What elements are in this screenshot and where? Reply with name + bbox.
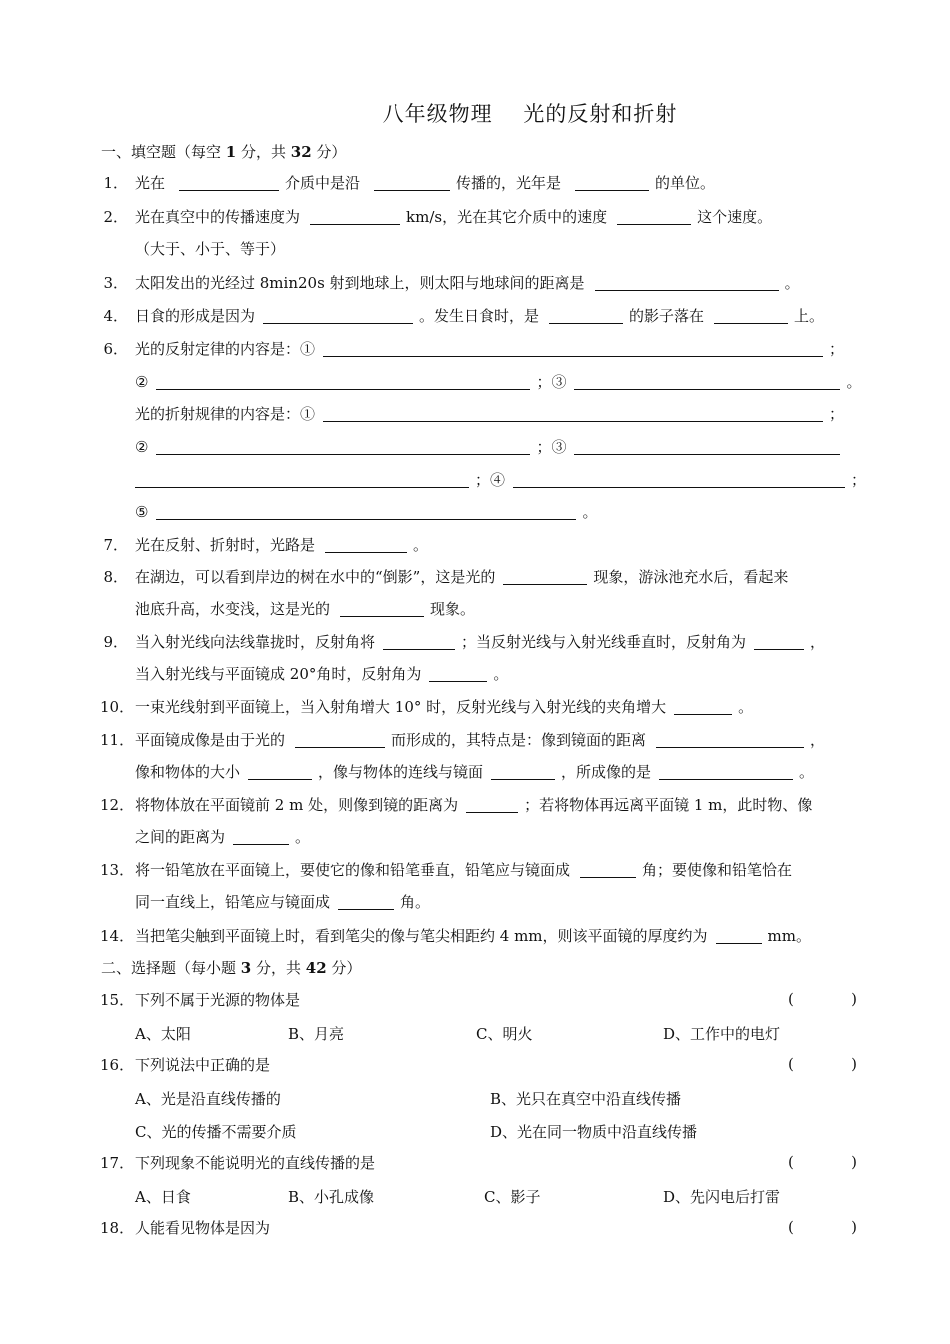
question-16-stem: 下列说法中正确的是 — [135, 1056, 271, 1074]
question-number: 16． — [100, 1056, 135, 1074]
question-number: 9． — [103, 633, 128, 651]
question-6-refraction: 光的折射规律的内容是：① ； — [135, 405, 845, 423]
answer-blank[interactable] — [549, 308, 623, 324]
answer-blank[interactable] — [156, 504, 576, 520]
answer-parentheses[interactable]: ( ) — [788, 1153, 857, 1171]
answer-blank[interactable] — [325, 537, 407, 553]
answer-blank[interactable] — [248, 764, 312, 780]
option-a[interactable]: A、日食 — [135, 1188, 191, 1206]
option-d[interactable]: D、光在同一物质中沿直线传播 — [490, 1123, 698, 1141]
answer-blank[interactable] — [263, 308, 413, 324]
answer-blank[interactable] — [135, 472, 469, 488]
answer-blank[interactable] — [338, 894, 394, 910]
question-4: 日食的形成是因为 。发生日食时，是 的影子落在 上。 — [135, 307, 825, 325]
answer-blank[interactable] — [617, 209, 691, 225]
question-number: 4． — [103, 307, 128, 325]
question-number: 13． — [100, 861, 135, 879]
answer-blank[interactable] — [754, 634, 804, 650]
answer-blank[interactable] — [656, 732, 804, 748]
question-number: 12． — [100, 796, 135, 814]
section-heading-fill-in: 一、填空题（每空 1 分，共 32 分） — [101, 143, 347, 161]
question-2: 光在真空中的传播速度为 km/s，光在其它介质中的速度 这个速度。 — [135, 208, 773, 226]
option-c[interactable]: C、光的传播不需要介质 — [135, 1123, 297, 1141]
question-10: 一束光线射到平面镜上，当入射角增大 10° 时，反射光线与入射光线的夹角增大 。 — [135, 698, 754, 716]
question-1: 光在 介质中是沿 传播的，光年是 的单位。 — [135, 174, 716, 192]
option-b[interactable]: B、小孔成像 — [288, 1188, 375, 1206]
question-9-line2: 当入射光线与平面镜成 20°角时，反射角为 。 — [135, 665, 509, 683]
question-number: 18． — [100, 1219, 135, 1237]
answer-blank[interactable] — [595, 275, 779, 291]
question-number: 14． — [100, 927, 135, 945]
question-number: 11． — [100, 731, 135, 749]
answer-blank[interactable] — [491, 764, 555, 780]
question-14: 当把笔尖触到平面镜上时，看到笔尖的像与笔尖相距约 4 mm，则该平面镜的厚度约为 mm。 — [135, 927, 811, 945]
answer-parentheses[interactable]: ( ) — [788, 1055, 857, 1073]
answer-blank[interactable] — [295, 732, 385, 748]
answer-blank[interactable] — [574, 374, 840, 390]
answer-blank[interactable] — [310, 209, 400, 225]
question-6-row: ② ；③ 。 — [135, 373, 862, 391]
question-7: 光在反射、折射时，光路是 。 — [135, 536, 429, 554]
question-number: 6． — [103, 340, 128, 358]
question-8: 在湖边，可以看到岸边的树在水中的“倒影”，这是光的 现象，游泳池充水后，看起来 — [135, 568, 789, 586]
question-12: 将物体放在平面镜前 2 m 处，则像到镜的距离为 ；若将物体再远离平面镜 1 m，此时物、像 — [135, 796, 813, 814]
answer-blank[interactable] — [580, 862, 636, 878]
page-title: 八年级物理 光的反射和折射 — [382, 102, 678, 126]
question-number: 17． — [100, 1154, 135, 1172]
option-c[interactable]: C、影子 — [484, 1188, 541, 1206]
question-number: 7． — [103, 536, 128, 554]
option-d[interactable]: D、先闪电后打雷 — [663, 1188, 781, 1206]
question-15-stem: 下列不属于光源的物体是 — [135, 991, 301, 1009]
answer-blank[interactable] — [429, 666, 487, 682]
answer-blank[interactable] — [659, 764, 793, 780]
answer-blank[interactable] — [340, 601, 424, 617]
question-17-stem: 下列现象不能说明光的直线传播的是 — [135, 1154, 376, 1172]
answer-blank[interactable] — [323, 341, 823, 357]
question-13-line2: 同一直线上，铅笔应与镜面成 角。 — [135, 893, 431, 911]
answer-blank[interactable] — [374, 175, 450, 191]
question-number: 1． — [103, 174, 128, 192]
answer-blank[interactable] — [179, 175, 279, 191]
answer-blank[interactable] — [575, 175, 649, 191]
answer-blank[interactable] — [714, 308, 788, 324]
question-number: 8． — [103, 568, 128, 586]
answer-blank[interactable] — [233, 829, 289, 845]
answer-blank[interactable] — [156, 439, 530, 455]
answer-blank[interactable] — [383, 634, 455, 650]
answer-blank[interactable] — [716, 928, 762, 944]
question-6-reflection: 光的反射定律的内容是：① ； — [135, 340, 845, 358]
answer-blank[interactable] — [323, 406, 823, 422]
question-12-line2: 之间的距离为 。 — [135, 828, 311, 846]
question-3: 太阳发出的光经过 8min20s 射到地球上，则太阳与地球间的距离是 。 — [135, 274, 800, 292]
question-number: 15． — [100, 991, 135, 1009]
question-6-row: ② ；③ — [135, 437, 846, 457]
question-number: 10． — [100, 698, 135, 716]
option-b[interactable]: B、月亮 — [288, 1025, 345, 1043]
answer-blank[interactable] — [574, 439, 840, 455]
option-c[interactable]: C、明火 — [476, 1025, 533, 1043]
question-8-line2: 池底升高，水变浅，这是光的 现象。 — [135, 600, 476, 618]
answer-blank[interactable] — [513, 472, 845, 488]
answer-blank[interactable] — [503, 569, 587, 585]
answer-parentheses[interactable]: ( ) — [788, 1218, 857, 1236]
section-heading-choice: 二、选择题（每小题 3 分，共 42 分） — [101, 959, 362, 977]
question-2-hint: （大于、小于、等于） — [135, 240, 286, 258]
question-6-row: ⑤ 。 — [135, 503, 598, 521]
question-11-line2: 像和物体的大小 ，像与物体的连线与镜面 ，所成像的是 。 — [135, 763, 815, 781]
question-13: 将一铅笔放在平面镜上，要使它的像和铅笔垂直，铅笔应与镜面成 角；要使像和铅笔恰在 — [135, 861, 793, 879]
question-number: 3． — [103, 274, 128, 292]
question-number: 2． — [103, 208, 128, 226]
question-6-row: ；④ ； — [135, 470, 866, 490]
answer-parentheses[interactable]: ( ) — [788, 990, 857, 1008]
option-a[interactable]: A、太阳 — [135, 1025, 191, 1043]
option-b[interactable]: B、光只在真空中沿直线传播 — [490, 1090, 682, 1108]
answer-blank[interactable] — [466, 797, 518, 813]
answer-blank[interactable] — [156, 374, 530, 390]
option-d[interactable]: D、工作中的电灯 — [663, 1025, 781, 1043]
option-a[interactable]: A、光是沿直线传播的 — [135, 1090, 281, 1108]
answer-blank[interactable] — [674, 699, 732, 715]
question-9: 当入射光线向法线靠拢时，反射角将 ；当反射光线与入射光线垂直时，反射角为 ， — [135, 633, 826, 651]
question-11: 平面镜成像是由于光的 而形成的，其特点是：像到镜面的距离 ， — [135, 731, 826, 749]
question-18-stem: 人能看见物体是因为 — [135, 1219, 271, 1237]
